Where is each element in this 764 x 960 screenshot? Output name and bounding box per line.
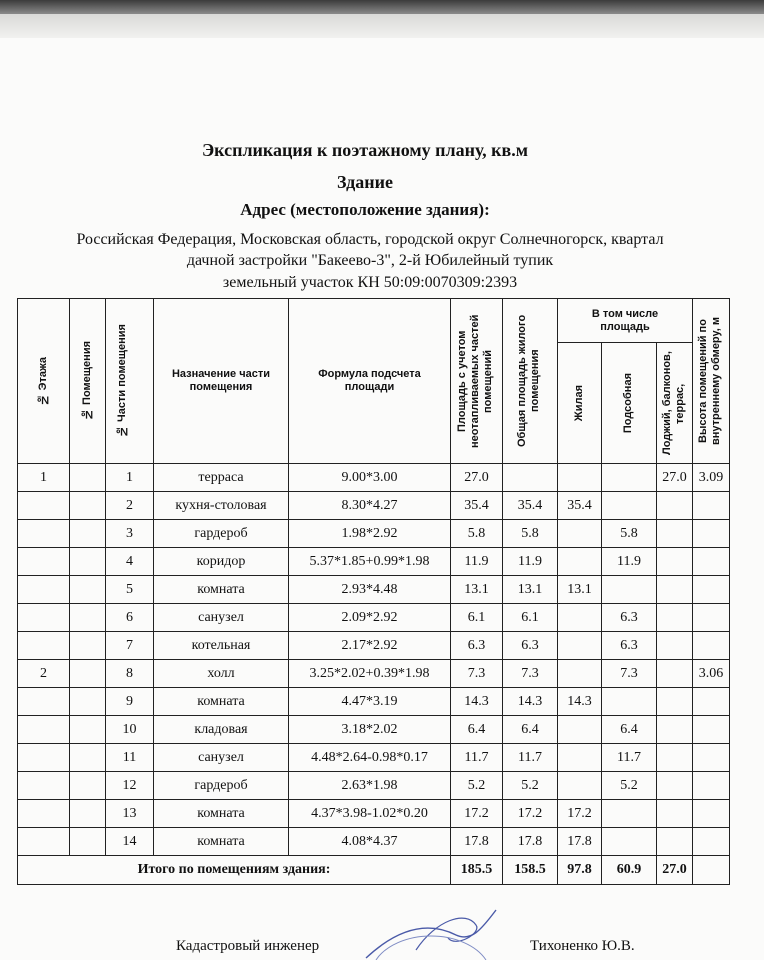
row-living — [558, 464, 602, 492]
row-area-total: 11.7 — [451, 744, 503, 772]
address-line: Российская Федерация, Московская область, городской округ Солнечногорск, квартал — [76, 231, 664, 248]
row-height — [693, 716, 730, 744]
row-living: 17.8 — [558, 828, 602, 856]
header-formula: Формула подсчета площади — [289, 299, 451, 464]
row-living: 17.2 — [558, 800, 602, 828]
row-formula: 2.93*4.48 — [289, 576, 451, 604]
row-height — [693, 492, 730, 520]
row-living — [558, 716, 602, 744]
stamp-arc — [376, 936, 486, 960]
row-formula: 4.08*4.37 — [289, 828, 451, 856]
row-floor — [18, 492, 70, 520]
row-area-living-total: 5.2 — [503, 772, 558, 800]
row-area-living-total: 6.4 — [503, 716, 558, 744]
row-area-total: 5.8 — [451, 520, 503, 548]
row-part: 13 — [106, 800, 154, 828]
row-living: 35.4 — [558, 492, 602, 520]
header-room: № Помещения — [70, 299, 106, 464]
table-row — [18, 492, 730, 520]
table-row — [18, 520, 730, 548]
document-subtitle: Здание — [337, 172, 393, 192]
row-purpose: котельная — [154, 632, 289, 660]
header-purpose: Назначение части помещения — [154, 299, 289, 464]
row-auxiliary: 7.3 — [602, 660, 657, 688]
row-loggias — [657, 688, 693, 716]
row-auxiliary — [602, 800, 657, 828]
row-auxiliary: 6.4 — [602, 716, 657, 744]
row-purpose: холл — [154, 660, 289, 688]
table-row — [18, 744, 730, 772]
row-auxiliary: 6.3 — [602, 604, 657, 632]
address-line: дачной застройки "Бакеево-3", 2-й Юбилейный тупик — [186, 252, 554, 269]
header-area-total: Площадь с учетом неотапливаемых частей помещений — [451, 299, 503, 464]
row-room — [70, 576, 106, 604]
row-area-total: 7.3 — [451, 660, 503, 688]
row-area-total: 27.0 — [451, 464, 503, 492]
row-floor — [18, 716, 70, 744]
document-title: Экспликация к поэтажному плану, кв.м — [201, 140, 529, 160]
row-area-total: 17.2 — [451, 800, 503, 828]
total-row — [18, 856, 730, 885]
row-part: 10 — [106, 716, 154, 744]
row-auxiliary — [602, 576, 657, 604]
table-row — [18, 772, 730, 800]
row-formula: 1.98*2.92 — [289, 520, 451, 548]
row-auxiliary — [602, 464, 657, 492]
row-auxiliary: 5.8 — [602, 520, 657, 548]
header-including: В том числе площадь — [558, 299, 693, 343]
table-row — [18, 632, 730, 660]
row-formula: 4.47*3.19 — [289, 688, 451, 716]
table-row — [18, 800, 730, 828]
row-formula: 2.17*2.92 — [289, 632, 451, 660]
row-loggias: 27.0 — [657, 464, 693, 492]
row-part: 4 — [106, 548, 154, 576]
row-formula: 8.30*4.27 — [289, 492, 451, 520]
row-part: 1 — [106, 464, 154, 492]
row-room — [70, 464, 106, 492]
row-living — [558, 632, 602, 660]
row-part: 14 — [106, 828, 154, 856]
row-area-total: 11.9 — [451, 548, 503, 576]
row-floor — [18, 548, 70, 576]
table-row — [18, 828, 730, 856]
row-formula: 2.09*2.92 — [289, 604, 451, 632]
row-part: 3 — [106, 520, 154, 548]
total-label: Итого по помещениям здания: — [18, 856, 451, 885]
row-floor — [18, 828, 70, 856]
row-formula: 2.63*1.98 — [289, 772, 451, 800]
row-height — [693, 520, 730, 548]
row-part: 9 — [106, 688, 154, 716]
table-row — [18, 604, 730, 632]
engineer-name: Тихоненко Ю.В. — [530, 938, 635, 954]
row-area-total: 6.1 — [451, 604, 503, 632]
row-floor — [18, 772, 70, 800]
signature-stroke — [366, 910, 496, 958]
row-floor: 2 — [18, 660, 70, 688]
row-formula: 9.00*3.00 — [289, 464, 451, 492]
row-living — [558, 772, 602, 800]
address-heading: Адрес (местоположение здания): — [240, 200, 490, 219]
row-living — [558, 604, 602, 632]
row-height — [693, 688, 730, 716]
row-height: 3.06 — [693, 660, 730, 688]
total-area-living-total: 158.5 — [503, 856, 558, 885]
header-area-living-total: Общая площадь жилого помещения — [503, 299, 558, 464]
row-room — [70, 688, 106, 716]
row-floor: 1 — [18, 464, 70, 492]
table-row — [18, 464, 730, 492]
table-row — [18, 660, 730, 688]
row-auxiliary: 11.9 — [602, 548, 657, 576]
row-height — [693, 576, 730, 604]
signature-stamp — [356, 900, 506, 960]
total-living: 97.8 — [558, 856, 602, 885]
row-room — [70, 548, 106, 576]
row-room — [70, 772, 106, 800]
row-purpose: комната — [154, 800, 289, 828]
row-floor — [18, 688, 70, 716]
row-room — [70, 520, 106, 548]
row-loggias — [657, 828, 693, 856]
row-floor — [18, 632, 70, 660]
row-area-total: 6.4 — [451, 716, 503, 744]
row-height — [693, 548, 730, 576]
row-room — [70, 744, 106, 772]
row-loggias — [657, 604, 693, 632]
row-height — [693, 632, 730, 660]
row-living: 14.3 — [558, 688, 602, 716]
row-area-total: 35.4 — [451, 492, 503, 520]
row-auxiliary: 6.3 — [602, 632, 657, 660]
row-purpose: комната — [154, 576, 289, 604]
row-room — [70, 800, 106, 828]
table-body — [18, 464, 730, 856]
row-area-total: 5.2 — [451, 772, 503, 800]
row-room — [70, 492, 106, 520]
total-area-total: 185.5 — [451, 856, 503, 885]
row-purpose: кладовая — [154, 716, 289, 744]
row-part: 5 — [106, 576, 154, 604]
row-floor — [18, 800, 70, 828]
row-part: 7 — [106, 632, 154, 660]
row-room — [70, 660, 106, 688]
row-purpose: комната — [154, 688, 289, 716]
row-area-living-total — [503, 464, 558, 492]
row-auxiliary — [602, 828, 657, 856]
row-auxiliary — [602, 688, 657, 716]
row-floor — [18, 744, 70, 772]
row-area-living-total: 13.1 — [503, 576, 558, 604]
row-area-living-total: 6.3 — [503, 632, 558, 660]
row-height — [693, 772, 730, 800]
row-height — [693, 828, 730, 856]
row-purpose: гардероб — [154, 772, 289, 800]
row-floor — [18, 576, 70, 604]
row-area-total: 13.1 — [451, 576, 503, 604]
row-floor — [18, 604, 70, 632]
row-loggias — [657, 520, 693, 548]
header-part: № Части помещения — [106, 299, 154, 464]
row-loggias — [657, 716, 693, 744]
row-area-total: 17.8 — [451, 828, 503, 856]
total-height — [693, 856, 730, 885]
row-floor — [18, 520, 70, 548]
row-part: 6 — [106, 604, 154, 632]
row-area-living-total: 7.3 — [503, 660, 558, 688]
row-loggias — [657, 548, 693, 576]
row-formula: 3.25*2.02+0.39*1.98 — [289, 660, 451, 688]
row-area-living-total: 11.7 — [503, 744, 558, 772]
row-area-living-total: 5.8 — [503, 520, 558, 548]
row-purpose: санузел — [154, 744, 289, 772]
row-area-living-total: 35.4 — [503, 492, 558, 520]
row-area-living-total: 17.8 — [503, 828, 558, 856]
signature-stroke — [416, 918, 477, 950]
header-auxiliary: Подсобная — [602, 343, 657, 464]
row-formula: 4.37*3.98-1.02*0.20 — [289, 800, 451, 828]
row-auxiliary — [602, 492, 657, 520]
row-purpose: кухня-столовая — [154, 492, 289, 520]
table-row — [18, 688, 730, 716]
row-living — [558, 660, 602, 688]
row-part: 11 — [106, 744, 154, 772]
table-row — [18, 716, 730, 744]
total-loggias: 27.0 — [657, 856, 693, 885]
row-loggias — [657, 744, 693, 772]
row-loggias — [657, 660, 693, 688]
header-living: Жилая — [558, 343, 602, 464]
scan-shadow — [0, 14, 764, 38]
row-purpose: терраса — [154, 464, 289, 492]
row-living — [558, 548, 602, 576]
row-area-living-total: 17.2 — [503, 800, 558, 828]
header-floor: № Этажа — [18, 299, 70, 464]
row-room — [70, 604, 106, 632]
row-purpose: гардероб — [154, 520, 289, 548]
row-loggias — [657, 492, 693, 520]
row-area-total: 14.3 — [451, 688, 503, 716]
header-height: Высота помещений по внутреннему обмеру, м — [693, 299, 730, 464]
row-part: 2 — [106, 492, 154, 520]
row-area-living-total: 11.9 — [503, 548, 558, 576]
row-height — [693, 604, 730, 632]
row-height: 3.09 — [693, 464, 730, 492]
row-loggias — [657, 632, 693, 660]
row-height — [693, 744, 730, 772]
row-auxiliary: 5.2 — [602, 772, 657, 800]
table-row — [18, 548, 730, 576]
table-row — [18, 576, 730, 604]
row-auxiliary: 11.7 — [602, 744, 657, 772]
row-purpose: комната — [154, 828, 289, 856]
row-part: 8 — [106, 660, 154, 688]
row-room — [70, 716, 106, 744]
row-purpose: санузел — [154, 604, 289, 632]
row-loggias — [657, 800, 693, 828]
explication-table — [17, 298, 730, 885]
row-living — [558, 520, 602, 548]
row-area-living-total: 6.1 — [503, 604, 558, 632]
row-formula: 4.48*2.64-0.98*0.17 — [289, 744, 451, 772]
row-part: 12 — [106, 772, 154, 800]
total-auxiliary: 60.9 — [602, 856, 657, 885]
row-room — [70, 828, 106, 856]
engineer-label: Кадастровый инженер — [176, 938, 320, 954]
header-loggias: Лоджий, балконов, террас, — [657, 343, 693, 464]
row-area-living-total: 14.3 — [503, 688, 558, 716]
row-area-total: 6.3 — [451, 632, 503, 660]
row-formula: 5.37*1.85+0.99*1.98 — [289, 548, 451, 576]
row-formula: 3.18*2.02 — [289, 716, 451, 744]
scan-top-edge — [0, 0, 764, 14]
address-line: земельный участок КН 50:09:0070309:2393 — [222, 274, 518, 291]
row-living — [558, 744, 602, 772]
row-height — [693, 800, 730, 828]
row-purpose: коридор — [154, 548, 289, 576]
row-loggias — [657, 576, 693, 604]
row-room — [70, 632, 106, 660]
row-living: 13.1 — [558, 576, 602, 604]
row-loggias — [657, 772, 693, 800]
